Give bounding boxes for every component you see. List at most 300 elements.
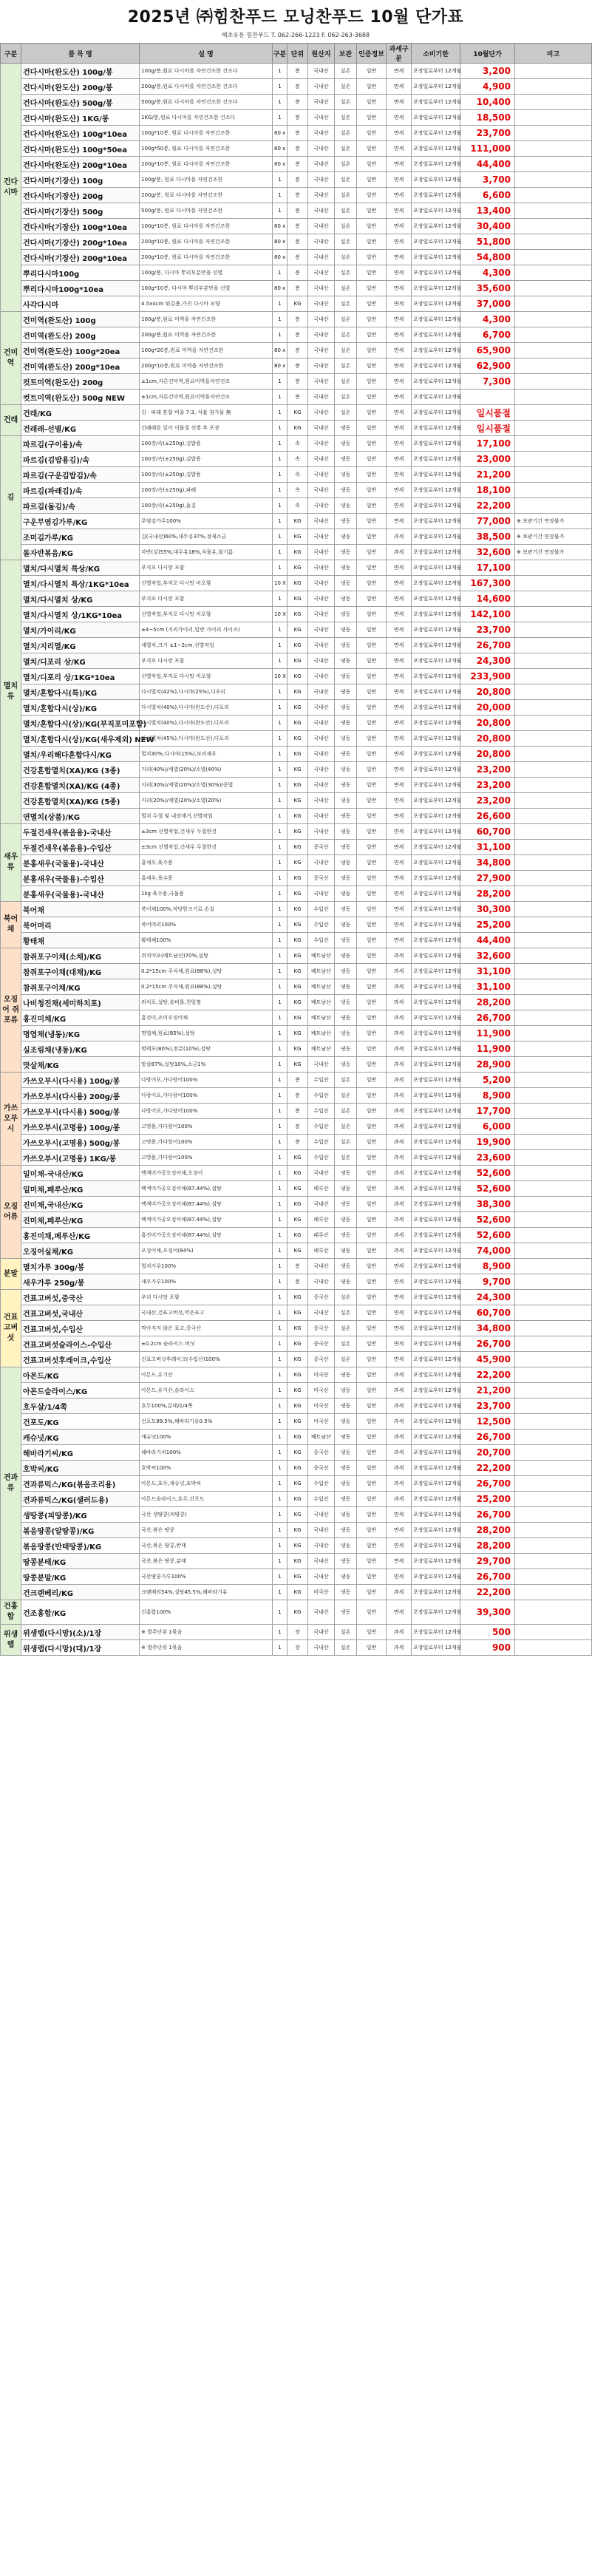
price: 일시품절 — [460, 421, 515, 436]
memo — [515, 995, 592, 1010]
tax-type: 면세 — [387, 312, 412, 327]
certification: 일반 — [357, 778, 387, 793]
memo — [515, 483, 592, 498]
certification: 일반 — [357, 1585, 387, 1600]
table-row — [1, 886, 592, 902]
storage: 냉동 — [335, 979, 357, 995]
table-row — [1, 762, 592, 778]
unit: KG — [288, 1461, 308, 1476]
product-name: 컷트미역(완도산) 500g NEW — [21, 390, 140, 405]
product-name: 두절건새우(볶음용)-수입산 — [21, 840, 140, 855]
product-name: 아몬드/KG — [21, 1367, 140, 1383]
price: 6,600 — [460, 188, 515, 203]
table-row — [1, 157, 592, 172]
tax-type: 과세 — [387, 1088, 412, 1104]
price: 11,900 — [460, 1041, 515, 1057]
price: 26,700 — [460, 1569, 515, 1585]
shelf-life: 포장일로부터 12개월 — [412, 172, 460, 188]
price: 13,400 — [460, 203, 515, 219]
shelf-life: 포장일로부터 12개월 — [412, 1150, 460, 1166]
table-row — [1, 1538, 592, 1554]
price: 52,600 — [460, 1212, 515, 1228]
certification: 일반 — [357, 1259, 387, 1274]
product-spec: 무염김가루100% — [140, 514, 273, 529]
product-spec: 국산,볶은 땅콩,분태 — [140, 1554, 273, 1569]
storage: 냉동 — [335, 1430, 357, 1445]
certification: 일반 — [357, 172, 387, 188]
storage: 냉동 — [335, 1554, 357, 1569]
price: 8,900 — [460, 1259, 515, 1274]
unit: 봉 — [288, 358, 308, 374]
storage: 냉동 — [335, 545, 357, 560]
tax-type: 면세 — [387, 64, 412, 79]
table-row — [1, 1399, 592, 1414]
origin: 중국산 — [308, 871, 335, 886]
product-spec: 100장/속(±250g),돌김 — [140, 498, 273, 514]
product-name: 건다시마(기장산) 100g — [21, 172, 140, 188]
storage: 냉동 — [335, 902, 357, 917]
price: 23,200 — [460, 762, 515, 778]
product-name: 파르김(돌김)/속 — [21, 498, 140, 514]
shelf-life: 포장일로부터 12개월 — [412, 529, 460, 545]
memo — [515, 716, 592, 731]
unit: KG — [288, 964, 308, 979]
certification: 일반 — [357, 1523, 387, 1538]
unit: KG — [288, 1538, 308, 1554]
quantity: 1 — [273, 1073, 288, 1088]
table-row — [1, 747, 592, 762]
product-spec: 100g/봉,원료 미역을 자연건조한 — [140, 312, 273, 327]
price: 5,200 — [460, 1073, 515, 1088]
product-name: 사각다시마 — [21, 296, 140, 312]
shelf-life: 포장일로부터 12개월 — [412, 747, 460, 762]
unit: 봉 — [288, 1135, 308, 1150]
certification: 일반 — [357, 436, 387, 452]
table-row — [1, 172, 592, 188]
product-spec: 0.2*15cm 주식채,원료(88%),설탕 — [140, 979, 273, 995]
shelf-life: 포장일로부터 12개월 — [412, 1181, 460, 1197]
shelf-life: 포장일로부터 12개월 — [412, 1430, 460, 1445]
tax-type: 면세 — [387, 265, 412, 281]
product-name: 견과류믹스/KG(볶음조리용) — [21, 1476, 140, 1492]
memo — [515, 917, 592, 933]
storage: 실온 — [335, 1640, 357, 1656]
table-row — [1, 793, 592, 809]
storage: 냉동 — [335, 1243, 357, 1259]
certification: 일반 — [357, 622, 387, 638]
certification: 일반 — [357, 809, 387, 824]
price: 22,200 — [460, 1367, 515, 1383]
product-name: 해바라기씨/KG — [21, 1445, 140, 1461]
memo: ※ 보관기간 연장불가 — [515, 545, 592, 560]
price: 28,200 — [460, 995, 515, 1010]
shelf-life: 포장일로부터 12개월 — [412, 265, 460, 281]
price: 24,300 — [460, 1290, 515, 1305]
column-header: 구분 — [273, 44, 288, 64]
price: 44,400 — [460, 157, 515, 172]
memo — [515, 731, 592, 747]
price: 34,800 — [460, 1321, 515, 1336]
price: 44,400 — [460, 933, 515, 948]
storage: 냉동 — [335, 933, 357, 948]
origin: 국내산 — [308, 545, 335, 560]
origin: 미국산 — [308, 1414, 335, 1430]
product-name: 분홍새우(국물용)-수입산 — [21, 871, 140, 886]
tax-type: 면세 — [387, 840, 412, 855]
memo — [515, 871, 592, 886]
origin: 국내산 — [308, 95, 335, 110]
price: 167,300 — [460, 576, 515, 591]
storage: 냉동 — [335, 1367, 357, 1383]
price: 31,100 — [460, 964, 515, 979]
storage: 냉동 — [335, 607, 357, 622]
product-name: 건강혼합멸치(XA)/KG (5종) — [21, 793, 140, 809]
tax-type: 과세 — [387, 1640, 412, 1656]
origin: 수입산 — [308, 933, 335, 948]
product-spec: 200g*10봉, 원료 다시마를 자연건조한 — [140, 234, 273, 250]
origin: 국내산 — [308, 141, 335, 157]
origin: 페루산 — [308, 1243, 335, 1259]
storage: 냉동 — [335, 1057, 357, 1073]
category-label: 새우류 — [1, 824, 21, 902]
memo — [515, 1135, 592, 1150]
tax-type: 면세 — [387, 1321, 412, 1336]
shelf-life: 포장일로부터 12개월 — [412, 545, 460, 560]
product-name: 파르김(구이용)/속 — [21, 436, 140, 452]
unit: KG — [288, 778, 308, 793]
product-spec: 지리(30%)/세멸(20%)/소멸(30%)/중멸 — [140, 778, 273, 793]
memo — [515, 141, 592, 157]
tax-type: 면세 — [387, 933, 412, 948]
shelf-life: 포장일로부터 12개월 — [412, 1197, 460, 1212]
tax-type: 과세 — [387, 1461, 412, 1476]
certification: 일반 — [357, 343, 387, 358]
table-row — [1, 483, 592, 498]
certification: 일반 — [357, 747, 387, 762]
memo — [515, 684, 592, 700]
tax-type: 면세 — [387, 390, 412, 405]
memo — [515, 762, 592, 778]
quantity: 80 x — [273, 250, 288, 265]
memo — [515, 948, 592, 964]
price: 32,600 — [460, 948, 515, 964]
storage: 실온 — [335, 1321, 357, 1336]
shelf-life: 포장일로부터 12개월 — [412, 1088, 460, 1104]
product-name: 뿌리다시마100g*10ea — [21, 281, 140, 296]
price: 29,700 — [460, 1554, 515, 1569]
product-name: 맛살채/KG — [21, 1057, 140, 1073]
storage: 냉동 — [335, 1399, 357, 1414]
tax-type: 면세 — [387, 343, 412, 358]
product-name: 멸치가루 300g/봉 — [21, 1259, 140, 1274]
certification: 일반 — [357, 1352, 387, 1367]
memo — [515, 576, 592, 591]
table-row — [1, 684, 592, 700]
shelf-life: 포장일로부터 12개월 — [412, 902, 460, 917]
memo — [515, 1197, 592, 1212]
memo — [515, 809, 592, 824]
table-row — [1, 1010, 592, 1026]
shelf-life: 포장일로부터 12개월 — [412, 64, 460, 79]
product-spec: 백색미가공오징어채(87.44%),설탕 — [140, 1181, 273, 1197]
column-header: 설 명 — [140, 44, 273, 64]
quantity: 1 — [273, 1259, 288, 1274]
storage: 냉동 — [335, 964, 357, 979]
unit: KG — [288, 793, 308, 809]
storage: 실온 — [335, 95, 357, 110]
quantity: 1 — [273, 1026, 288, 1041]
quantity: 1 — [273, 1135, 288, 1150]
quantity: 1 — [273, 421, 288, 436]
certification: 일반 — [357, 1010, 387, 1026]
product-name: 파르김(김밥용김)/속 — [21, 452, 140, 467]
product-name: 건표고버섯,수입산 — [21, 1321, 140, 1336]
table-row — [1, 778, 592, 793]
origin: 수입산 — [308, 1492, 335, 1507]
product-name: 건다시마(기장산) 200g — [21, 188, 140, 203]
product-spec: 200g*10봉, 원료 다시마를 자연건조한 — [140, 250, 273, 265]
tax-type: 과세 — [387, 1150, 412, 1166]
origin: 국내산 — [308, 514, 335, 529]
storage: 냉동 — [335, 638, 357, 653]
quantity: 1 — [273, 995, 288, 1010]
quantity: 1 — [273, 172, 288, 188]
storage: 실온 — [335, 1625, 357, 1640]
shelf-life: 포장일로부터 12개월 — [412, 1367, 460, 1383]
product-spec: 선별작업,부직포 다시망 미포함 — [140, 607, 273, 622]
tax-type: 과세 — [387, 1073, 412, 1088]
storage: 냉동 — [335, 809, 357, 824]
column-header: 인증정보 — [357, 44, 387, 64]
product-name: 건래래-선별/KG — [21, 421, 140, 436]
unit: 봉 — [288, 110, 308, 126]
product-name: 황태채 — [21, 933, 140, 948]
origin: 국내산 — [308, 731, 335, 747]
origin: 수입산 — [308, 1150, 335, 1166]
price: 6,000 — [460, 1119, 515, 1135]
price: 14,600 — [460, 591, 515, 607]
unit: 봉 — [288, 327, 308, 343]
product-name: 멸치/디포리 상/KG — [21, 653, 140, 669]
shelf-life: 포장일로부터 12개월 — [412, 219, 460, 234]
certification: 일반 — [357, 871, 387, 886]
product-name: 명엽채(냉동)/KG — [21, 1026, 140, 1041]
price: 31,100 — [460, 979, 515, 995]
product-spec: 홍진미가공오징어채(87.44%),설탕 — [140, 1228, 273, 1243]
tax-type: 과세 — [387, 1414, 412, 1430]
origin: 국내산 — [308, 747, 335, 762]
unit: 봉 — [288, 343, 308, 358]
quantity: 10 X — [273, 607, 288, 622]
unit: KG — [288, 1041, 308, 1057]
certification: 일반 — [357, 390, 387, 405]
table-row — [1, 1600, 592, 1625]
product-name: 건다시마(완도산) 200g/봉 — [21, 79, 140, 95]
certification: 일반 — [357, 374, 387, 390]
product-spec: 500g/봉, 원료 다시마를 자연건조한 — [140, 203, 273, 219]
shelf-life: 포장일로부터 12개월 — [412, 638, 460, 653]
unit: KG — [288, 607, 308, 622]
price: 60,700 — [460, 824, 515, 840]
certification: 일반 — [357, 405, 387, 421]
memo — [515, 343, 592, 358]
table-row — [1, 529, 592, 545]
product-name: 가쓰오부시(고명용) 1KG/봉 — [21, 1150, 140, 1166]
tax-type: 면세 — [387, 405, 412, 421]
storage: 실온 — [335, 312, 357, 327]
tax-type: 면세 — [387, 250, 412, 265]
product-spec: ±3cm 선별작업,건새우 두절한것 — [140, 824, 273, 840]
quantity: 1 — [273, 964, 288, 979]
table-row — [1, 669, 592, 684]
quantity: 80 x — [273, 234, 288, 250]
product-name: 호박씨/KG — [21, 1461, 140, 1476]
memo — [515, 1119, 592, 1135]
quantity: 80 x — [273, 157, 288, 172]
origin: 국내산 — [308, 203, 335, 219]
memo — [515, 1212, 592, 1228]
quantity: 1 — [273, 1399, 288, 1414]
product-spec: ±1cm,자른건미역,원료미역을자연건조 — [140, 374, 273, 390]
table-row — [1, 917, 592, 933]
tax-type: 면세 — [387, 886, 412, 902]
storage: 냉동 — [335, 917, 357, 933]
storage: 냉동 — [335, 700, 357, 716]
quantity: 1 — [273, 762, 288, 778]
storage: 냉동 — [335, 855, 357, 871]
certification: 일반 — [357, 917, 387, 933]
shelf-life: 포장일로부터 12개월 — [412, 653, 460, 669]
quantity: 1 — [273, 1305, 288, 1321]
quantity: 1 — [273, 95, 288, 110]
column-header: 과세구분 — [387, 44, 412, 64]
origin: 국내산 — [308, 374, 335, 390]
product-name: 멸치/우리해다혼합다시/KG — [21, 747, 140, 762]
unit: KG — [288, 560, 308, 576]
unit: KG — [288, 1476, 308, 1492]
product-spec: 100장/속(±250g),파래 — [140, 483, 273, 498]
product-spec: 다시멸치(40%),다시마(완도산),디포리 — [140, 700, 273, 716]
shelf-life: 포장일로부터 12개월 — [412, 840, 460, 855]
certification: 일반 — [357, 250, 387, 265]
origin: 중국산 — [308, 1290, 335, 1305]
memo — [515, 327, 592, 343]
price: 60,700 — [460, 1305, 515, 1321]
memo — [515, 638, 592, 653]
certification: 일반 — [357, 265, 387, 281]
product-spec: 홍진미,조미오징어채 — [140, 1010, 273, 1026]
product-spec: 백색미가공오징어채(87.44%),설탕 — [140, 1197, 273, 1212]
product-name: 일미채-국내산/KG — [21, 1166, 140, 1181]
memo — [515, 1538, 592, 1554]
memo — [515, 824, 592, 840]
quantity: 1 — [273, 684, 288, 700]
storage: 냉동 — [335, 1414, 357, 1430]
origin: 수입산 — [308, 1088, 335, 1104]
storage: 냉동 — [335, 1507, 357, 1523]
quantity: 1 — [273, 529, 288, 545]
tax-type: 면세 — [387, 1538, 412, 1554]
memo — [515, 1492, 592, 1507]
quantity: 1 — [273, 917, 288, 933]
memo: ※ 보관기간 연장불가 — [515, 514, 592, 529]
category-label: 가쓰오부시 — [1, 1073, 21, 1166]
tax-type: 과세 — [387, 1057, 412, 1073]
storage: 냉동 — [335, 669, 357, 684]
memo — [515, 1585, 592, 1600]
shelf-life: 포장일로부터 12개월 — [412, 1290, 460, 1305]
product-name: 두절건새우(볶음용)-국내산 — [21, 824, 140, 840]
product-spec: 새우가루100% — [140, 1274, 273, 1290]
category-label: 건다시마 — [1, 64, 21, 312]
table-row — [1, 1290, 592, 1305]
memo — [515, 405, 592, 421]
table-row — [1, 1150, 592, 1166]
origin: 국내산 — [308, 79, 335, 95]
table-row — [1, 1166, 592, 1181]
memo — [515, 1625, 592, 1640]
quantity: 1 — [273, 731, 288, 747]
tax-type: 과세 — [387, 1041, 412, 1057]
shelf-life: 포장일로부터 12개월 — [412, 1585, 460, 1600]
price: 17,100 — [460, 436, 515, 452]
origin: 수입산 — [308, 902, 335, 917]
price: 20,800 — [460, 731, 515, 747]
origin: 국내산 — [308, 327, 335, 343]
product-spec: 북어채100%,적당한크기로 손질 — [140, 902, 273, 917]
shelf-life: 포장일로부터 12개월 — [412, 1259, 460, 1274]
shelf-life: 포장일로부터 12개월 — [412, 1523, 460, 1538]
certification: 일반 — [357, 358, 387, 374]
origin: 수입산 — [308, 1073, 335, 1088]
tax-type: 면세 — [387, 110, 412, 126]
quantity: 1 — [273, 312, 288, 327]
quantity: 1 — [273, 1554, 288, 1569]
product-spec: 건표고버섯후레이크(수입산)100% — [140, 1352, 273, 1367]
certification: 일반 — [357, 591, 387, 607]
shelf-life: 포장일로부터 12개월 — [412, 405, 460, 421]
tax-type: 면세 — [387, 591, 412, 607]
shelf-life: 포장일로부터 12개월 — [412, 296, 460, 312]
quantity: 1 — [273, 1057, 288, 1073]
price: 28,200 — [460, 1523, 515, 1538]
table-row — [1, 591, 592, 607]
quantity: 80 x — [273, 343, 288, 358]
certification: 일반 — [357, 700, 387, 716]
quantity: 1 — [273, 1352, 288, 1367]
storage: 냉동 — [335, 1445, 357, 1461]
price: 142,100 — [460, 607, 515, 622]
unit: KG — [288, 979, 308, 995]
quantity: 1 — [273, 436, 288, 452]
origin: 페루산 — [308, 1181, 335, 1197]
certification: 일반 — [357, 964, 387, 979]
unit: KG — [288, 1492, 308, 1507]
certification: 일반 — [357, 731, 387, 747]
unit: KG — [288, 1150, 308, 1166]
certification: 일반 — [357, 979, 387, 995]
tax-type: 면세 — [387, 281, 412, 296]
storage: 실온 — [335, 250, 357, 265]
shelf-life: 포장일로부터 12개월 — [412, 778, 460, 793]
shelf-life: 포장일로부터 12개월 — [412, 312, 460, 327]
storage: 냉동 — [335, 1228, 357, 1243]
price: 52,600 — [460, 1166, 515, 1181]
unit: 봉 — [288, 188, 308, 203]
certification: 일반 — [357, 1119, 387, 1135]
origin: 국내산 — [308, 250, 335, 265]
memo — [515, 1150, 592, 1166]
